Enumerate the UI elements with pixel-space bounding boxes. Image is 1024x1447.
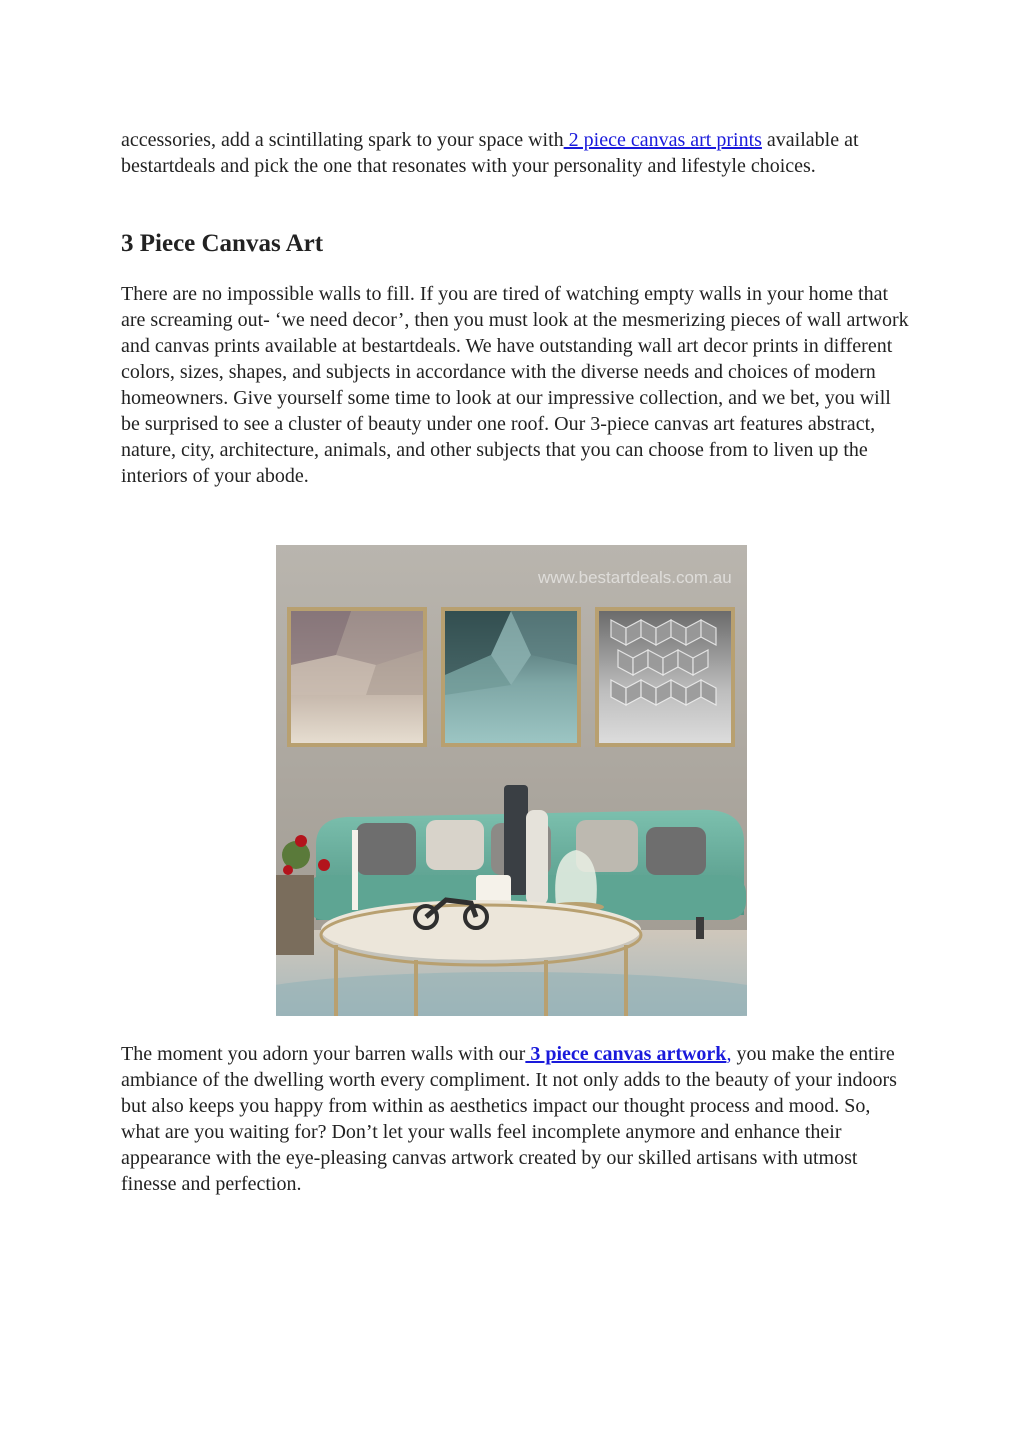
two-piece-canvas-link[interactable]: 2 piece canvas art prints (563, 129, 762, 151)
candle (352, 830, 358, 910)
canvas-print-left (287, 607, 427, 747)
canvas-print-middle (441, 607, 581, 747)
rug (276, 972, 747, 1016)
closing-paragraph (121, 1041, 911, 1197)
three-piece-canvas-link[interactable]: 3 piece canvas artwork (525, 1043, 727, 1065)
section-paragraph: There are no impossible walls to fill. If you are tired of watching empty walls in your home that are screaming out- ‘we need decor’, then you must look at the mesmerizing pieces of wall artwork and canvas prints available at bestartdeals. We have outstanding wall art decor prints in different colors, sizes, shapes, and subjects in accordance with the diverse needs and choices of modern homeowners. Give yourself some time to look at our impressive collection, and we bet, you will be surprised to see a cluster of beauty under one roof. Our 3-piece canvas art features abstract, nature, city, architecture, animals, and other subjects that you can choose from to liven up the interiors of your abode. (121, 283, 909, 487)
living-room-photo (276, 545, 747, 1016)
intro-paragraph (121, 127, 911, 179)
intro-text-after: available at bestartdeals and pick the one that resonates with your personality and lifestyle choices. (121, 129, 859, 177)
watermark-text: www.bestartdeals.com.au (538, 568, 732, 587)
closing-text-before: The moment you adorn your barren walls with our (121, 1043, 526, 1065)
three-piece-canvas-link-comma[interactable]: , (726, 1043, 732, 1065)
living-room-illustration (276, 545, 747, 1016)
section-heading: 3 Piece Canvas Art (121, 230, 324, 257)
closing-text-after: you make the entire ambiance of the dwelling worth every compliment. It not only adds to the beauty of your indoors but also keeps you happy from within as aesthetics impact our thought process and mood. So, what are you waiting for? Don’t let your walls feel incomplete anymore and enhance their appearance with the eye-pleasing canvas artwork created by our skilled artisans with utmost finesse and perfection. (121, 1043, 897, 1195)
canvas-print-right (595, 607, 735, 747)
intro-text-before: accessories, add a scintillating spark to your space with (121, 129, 564, 151)
